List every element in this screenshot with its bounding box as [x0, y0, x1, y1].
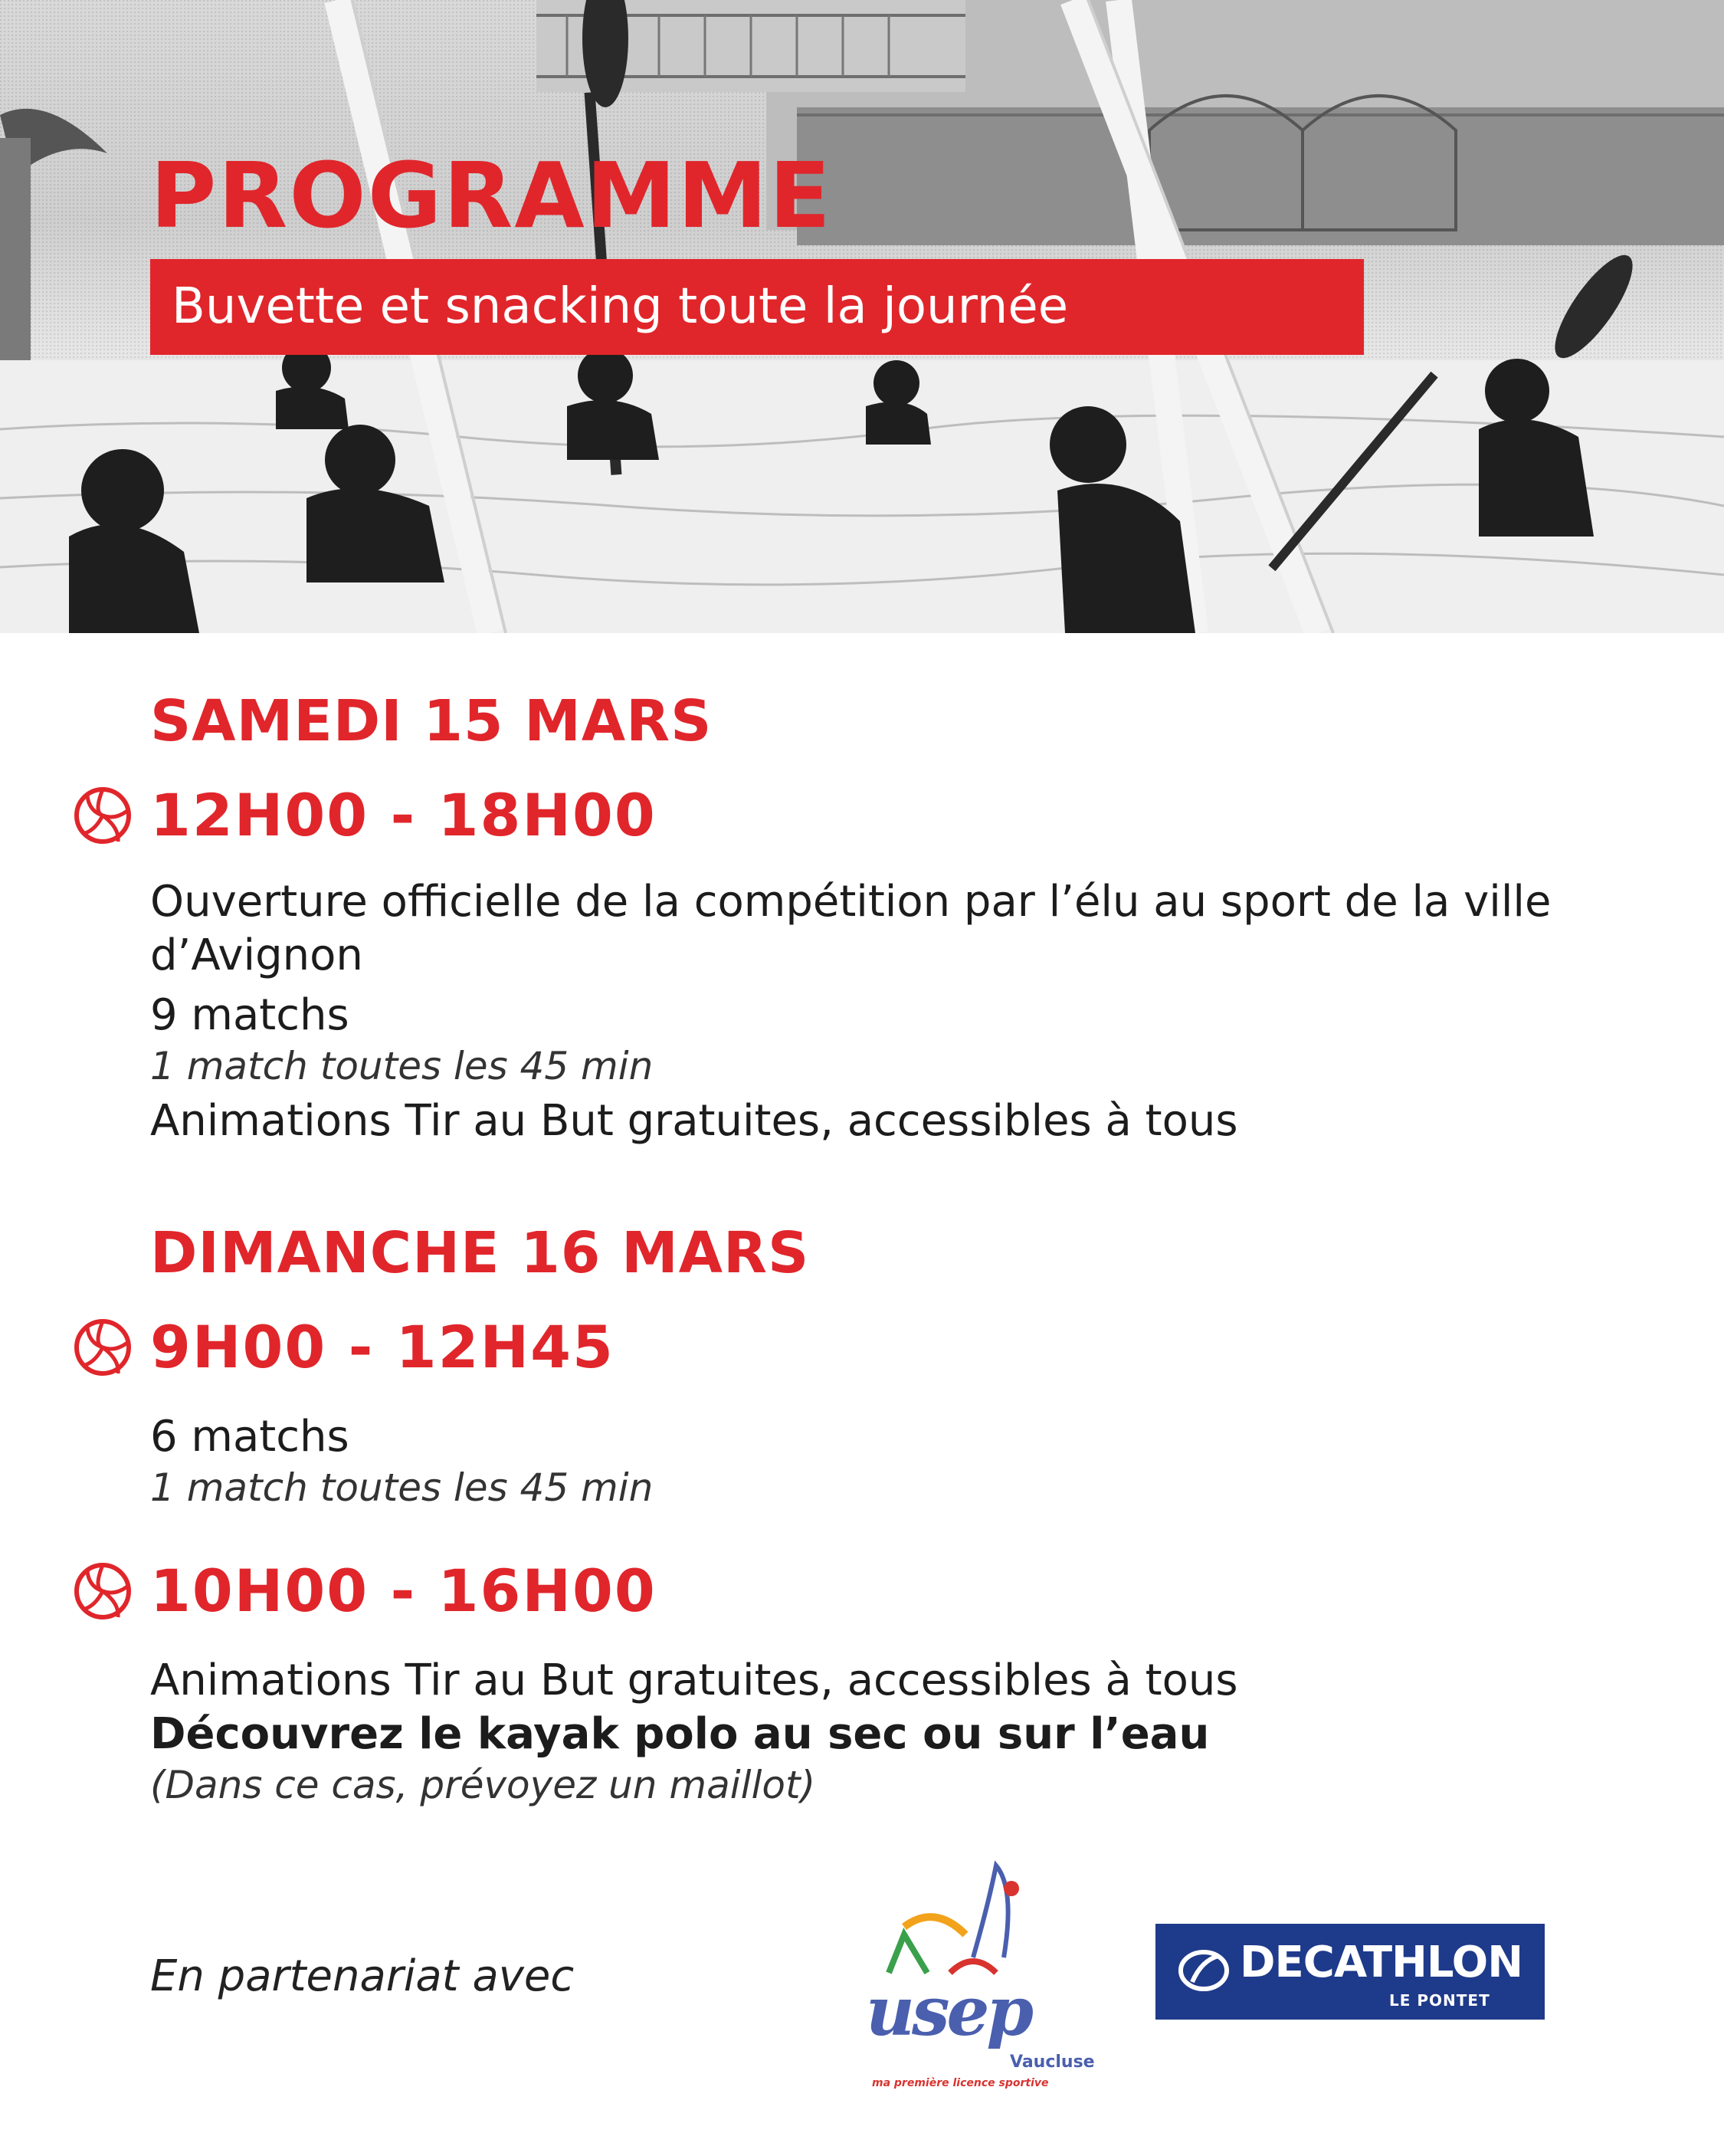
decathlon-store: LE PONTET: [1389, 1991, 1490, 2010]
sunday-time-slot-1: 9H00 - 12H45: [150, 1313, 615, 1381]
sunday-matches: 6 matchs: [150, 1412, 349, 1462]
decathlon-wordmark: DECATHLON: [1240, 1938, 1523, 1987]
hero-photo: [0, 0, 1724, 633]
volleyball-icon: [72, 1317, 133, 1378]
usep-tagline: ma première licence sportive: [872, 2077, 1049, 2089]
snack-banner: Buvette et snacking toute la journée: [150, 259, 1364, 355]
partners-label: En partenariat avec: [150, 1951, 575, 2001]
usep-wordmark: usep: [866, 1971, 1031, 2051]
saturday-time-slot: 12H00 - 18H00: [150, 781, 657, 849]
sunday-heading: DIMANCHE 16 MARS: [150, 1220, 810, 1286]
saturday-matches: 9 matchs: [150, 990, 349, 1040]
decathlon-swoosh-icon: [1178, 1945, 1229, 1996]
saturday-heading: SAMEDI 15 MARS: [150, 688, 713, 754]
sunday-time-slot-2: 10H00 - 16H00: [150, 1557, 657, 1625]
saturday-animations: Animations Tir au But gratuites, accessibles à tous: [150, 1096, 1238, 1146]
volleyball-icon: [72, 1560, 133, 1622]
saturday-frequency: 1 match toutes les 45 min: [150, 1044, 654, 1088]
sunday-animations: Animations Tir au But gratuites, accessibles à tous: [150, 1656, 1238, 1705]
opening-text: Ouverture officielle de la compétition par l’élu au sport de la ville d’Avignon: [150, 877, 1552, 980]
volleyball-icon: [72, 785, 133, 846]
swimsuit-note: (Dans ce cas, prévoyez un maillot): [150, 1763, 816, 1807]
discover-kayak-text: Découvrez le kayak polo au sec ou sur l’eau: [150, 1709, 1210, 1759]
page-title: PROGRAMME: [150, 143, 833, 248]
usep-region: Vaucluse: [1010, 2053, 1095, 2072]
usep-logo: [858, 1858, 1095, 2095]
decathlon-logo: [1155, 1924, 1545, 2020]
usep-figure-icon: [858, 1858, 1065, 1980]
sunday-frequency: 1 match toutes les 45 min: [150, 1465, 654, 1510]
